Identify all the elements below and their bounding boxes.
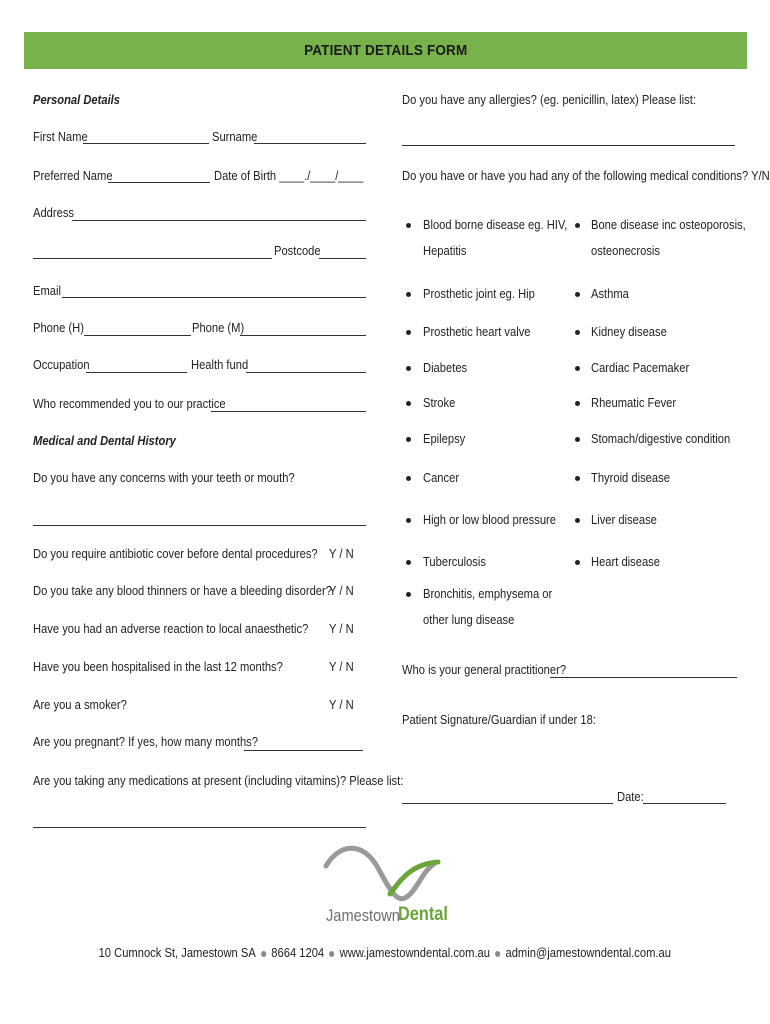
bullet	[575, 401, 580, 406]
separator-dot	[330, 951, 335, 957]
phone-home-field[interactable]	[84, 335, 191, 336]
health-fund-field[interactable]	[246, 372, 366, 373]
condition-item: Heart disease	[591, 554, 660, 569]
first-name-label: First Name	[33, 129, 88, 144]
address-label: Address	[33, 205, 75, 220]
condition-item: Prosthetic joint eg. Hip	[423, 286, 535, 301]
email-label: Email	[33, 283, 61, 298]
condition-item: Rheumatic Fever	[591, 395, 677, 410]
bullet	[575, 518, 580, 523]
bullet	[575, 560, 580, 565]
allergies-question: Do you have any allergies? (eg. penicillin, latex) Please list:	[402, 92, 696, 107]
condition-item: High or low blood pressure	[423, 512, 556, 527]
separator-dot	[495, 951, 500, 957]
date-field[interactable]	[643, 803, 726, 804]
bullet	[406, 223, 411, 228]
bullet	[406, 518, 411, 523]
surname-label: Surname	[212, 129, 258, 144]
medications-question: Are you taking any medications at present (including vitamins)? Please list:	[33, 773, 404, 788]
gp-question: Who is your general practitioner?	[402, 662, 567, 677]
bullet	[575, 330, 580, 335]
footer-email-link[interactable]: admin@jamestowndental.com.au	[505, 945, 672, 960]
antibiotic-question: Do you require antibiotic cover before dental procedures?	[33, 546, 318, 561]
recommended-label: Who recommended you to our practice	[33, 396, 226, 411]
condition-item: other lung disease	[423, 612, 515, 627]
condition-item: Tuberculosis	[423, 554, 486, 569]
pregnant-question: Are you pregnant? If yes, how many months?	[33, 734, 258, 749]
dob-label: Date of Birth ____./____/____	[214, 168, 364, 183]
conditions-question: Do you have or have you had any of the following medical conditions? Y/N	[402, 168, 770, 183]
smoker-yn[interactable]: Y / N	[329, 697, 354, 712]
condition-item: Diabetes	[423, 360, 468, 375]
condition-item: osteonecrosis	[591, 243, 660, 258]
recommended-field[interactable]	[211, 411, 366, 412]
medications-field[interactable]	[33, 827, 366, 828]
condition-item: Liver disease	[591, 512, 657, 527]
address-field[interactable]	[72, 220, 366, 221]
bullet	[406, 401, 411, 406]
surname-field[interactable]	[254, 143, 366, 144]
address-line-2-field[interactable]	[33, 258, 272, 259]
signature-field[interactable]	[402, 803, 613, 804]
section-personal-details: Personal Details	[33, 92, 120, 107]
phone-home-label: Phone (H)	[33, 320, 84, 335]
smoker-question: Are you a smoker?	[33, 697, 127, 712]
preferred-name-field[interactable]	[108, 182, 210, 183]
footer-website-link[interactable]: www.jamestowndental.com.au	[339, 945, 491, 960]
condition-item: Bone disease inc osteoporosis,	[591, 217, 746, 232]
bullet	[575, 366, 580, 371]
condition-item: Bronchitis, emphysema or	[423, 586, 553, 601]
condition-item: Stomach/digestive condition	[591, 431, 731, 446]
condition-item: Hepatitis	[423, 243, 467, 258]
condition-item: Cardiac Pacemaker	[591, 360, 690, 375]
form-header-bar	[24, 32, 747, 69]
concerns-field[interactable]	[33, 525, 366, 526]
email-field[interactable]	[62, 297, 366, 298]
separator-dot	[261, 951, 266, 957]
condition-item: Asthma	[591, 286, 629, 301]
preferred-name-label: Preferred Name	[33, 168, 113, 183]
condition-item: Blood borne disease eg. HIV,	[423, 217, 568, 232]
pregnant-field[interactable]	[244, 750, 363, 751]
hospitalised-question: Have you been hospitalised in the last 12 months?	[33, 659, 283, 674]
condition-item: Prosthetic heart valve	[423, 324, 531, 339]
blood-thinners-question: Do you take any blood thinners or have a bleeding disorder?	[33, 583, 332, 598]
section-medical-dental-history: Medical and Dental History	[33, 433, 176, 448]
condition-item: Stroke	[423, 395, 456, 410]
form-title: PATIENT DETAILS FORM	[303, 42, 468, 59]
condition-item: Thyroid disease	[591, 470, 670, 485]
bullet	[406, 366, 411, 371]
condition-item: Cancer	[423, 470, 460, 485]
hospitalised-yn[interactable]: Y / N	[329, 659, 354, 674]
occupation-field[interactable]	[86, 372, 187, 373]
condition-item: Epilepsy	[423, 431, 466, 446]
adverse-reaction-yn[interactable]: Y / N	[329, 621, 354, 636]
bullet	[575, 476, 580, 481]
bullet	[406, 592, 411, 597]
bullet	[406, 330, 411, 335]
phone-mobile-field[interactable]	[240, 335, 366, 336]
condition-item: Kidney disease	[591, 324, 667, 339]
concerns-question: Do you have any concerns with your teeth or mouth?	[33, 470, 295, 485]
bullet	[406, 476, 411, 481]
postcode-label: Postcode	[274, 243, 321, 258]
logo-word-dental: Dental	[398, 904, 448, 925]
logo-word-jamestown: Jamestown	[326, 906, 400, 925]
phone-mobile-label: Phone (M)	[192, 320, 245, 335]
first-name-field[interactable]	[83, 143, 209, 144]
antibiotic-yn[interactable]: Y / N	[329, 546, 354, 561]
blood-thinners-yn[interactable]: Y / N	[329, 583, 354, 598]
bullet	[575, 223, 580, 228]
allergies-field[interactable]	[402, 145, 735, 146]
adverse-reaction-question: Have you had an adverse reaction to local anaesthetic?	[33, 621, 309, 636]
bullet	[406, 292, 411, 297]
postcode-field[interactable]	[319, 258, 366, 259]
footer-phone: 8664 1204	[271, 945, 325, 960]
footer-address: 10 Cumnock St, Jamestown SA	[98, 945, 257, 960]
health-fund-label: Health fund	[191, 357, 249, 372]
bullet	[406, 560, 411, 565]
footer-contact	[0, 945, 770, 960]
bullet	[575, 292, 580, 297]
gp-field[interactable]	[550, 677, 737, 678]
bullet	[575, 437, 580, 442]
signature-label: Patient Signature/Guardian if under 18:	[402, 712, 596, 727]
bullet	[406, 437, 411, 442]
date-label: Date:	[617, 789, 644, 804]
occupation-label: Occupation	[33, 357, 90, 372]
